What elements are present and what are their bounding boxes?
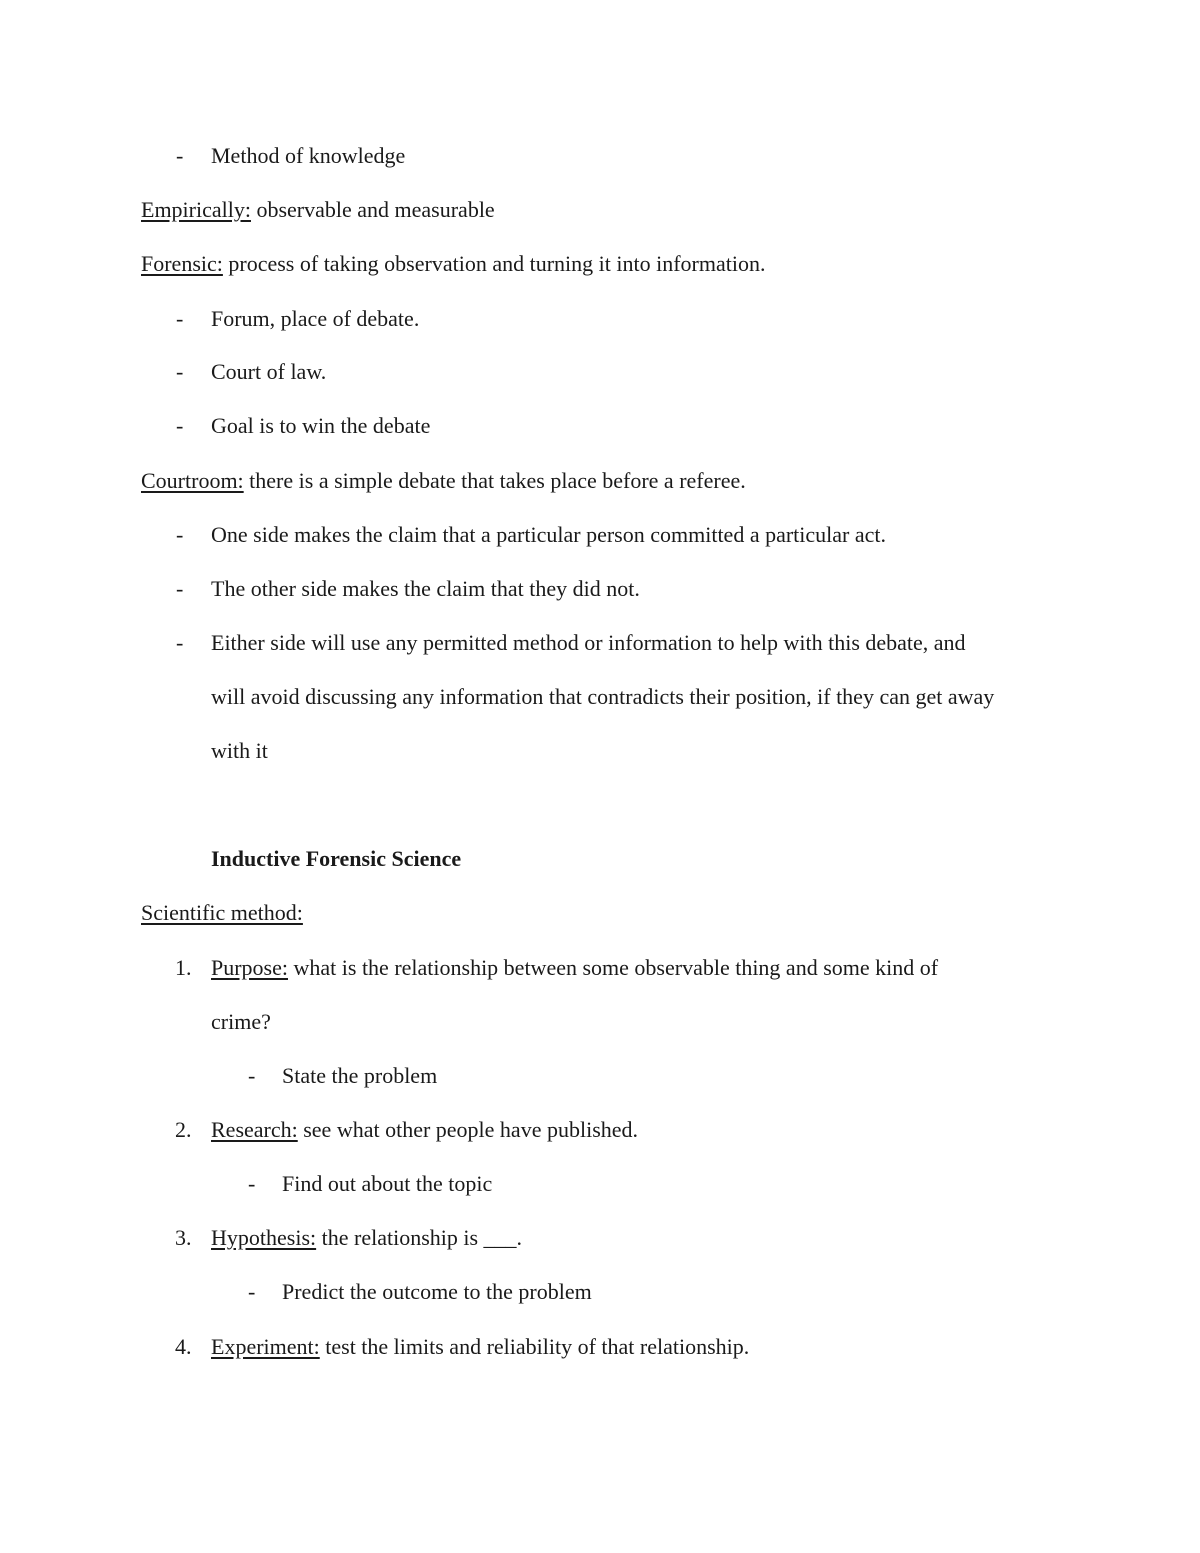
bullet-dash: - xyxy=(248,1279,256,1304)
bullet-item: The other side makes the claim that they did not. xyxy=(211,576,640,601)
definition-text: observable and measurable xyxy=(250,197,495,222)
step-purpose xyxy=(211,955,938,981)
bullet-item: Forum, place of debate. xyxy=(211,306,420,331)
step-sub-item: State the problem xyxy=(282,1063,438,1088)
step-text: what is the relationship between some observable thing and some kind of xyxy=(288,955,939,980)
step-text: test the limits and reliability of that relationship. xyxy=(319,1334,750,1359)
term-purpose: Purpose: xyxy=(211,955,288,980)
bullet-dash: - xyxy=(176,522,184,547)
bullet-item: One side makes the claim that a particular person committed a particular act. xyxy=(211,522,887,547)
bullet-dash: - xyxy=(176,576,184,601)
bullet-item-line: will avoid discussing any information that contradicts their position, if they can get away xyxy=(211,684,995,709)
bullet-dash: - xyxy=(176,306,184,331)
bullet-dash: - xyxy=(176,359,184,384)
step-continuation: crime? xyxy=(211,1009,271,1034)
definition-courtroom xyxy=(141,468,746,494)
bullet-dash: - xyxy=(176,413,184,438)
step-number: 2. xyxy=(175,1117,192,1142)
step-number: 3. xyxy=(175,1225,192,1250)
term-empirically: Empirically: xyxy=(141,197,251,222)
bullet-item-line: with it xyxy=(211,738,268,763)
step-hypothesis xyxy=(211,1225,522,1251)
step-research xyxy=(211,1117,638,1143)
step-experiment xyxy=(211,1334,749,1360)
bullet-item: Goal is to win the debate xyxy=(211,413,431,438)
term-research: Research: xyxy=(211,1117,298,1142)
term-hypothesis: Hypothesis: xyxy=(211,1225,317,1250)
step-sub-item: Find out about the topic xyxy=(282,1171,493,1196)
definition-forensic xyxy=(141,251,765,277)
bullet-dash: - xyxy=(176,143,184,168)
step-number: 4. xyxy=(175,1334,192,1359)
definition-text: there is a simple debate that takes place before a referee. xyxy=(243,468,746,493)
bullet-dash: - xyxy=(176,630,184,655)
step-text: see what other people have published. xyxy=(297,1117,639,1142)
bullet-item: Court of law. xyxy=(211,359,327,384)
step-text: the relationship is ___. xyxy=(316,1225,523,1250)
definition-empirically xyxy=(141,197,495,223)
section-heading: Inductive Forensic Science xyxy=(211,846,462,871)
term-courtroom: Courtroom: xyxy=(141,468,244,493)
term-scientific-method: Scientific method: xyxy=(141,900,303,925)
bullet-method-of-knowledge: Method of knowledge xyxy=(211,143,406,168)
step-sub-item: Predict the outcome to the problem xyxy=(282,1279,592,1304)
term-experiment: Experiment: xyxy=(211,1334,320,1359)
bullet-dash: - xyxy=(248,1171,256,1196)
term-forensic: Forensic: xyxy=(141,251,223,276)
definition-text: process of taking observation and turning it into information. xyxy=(222,251,766,276)
bullet-dash: - xyxy=(248,1063,256,1088)
bullet-item-line: Either side will use any permitted method or information to help with this debate, and xyxy=(211,630,966,655)
step-number: 1. xyxy=(175,955,192,980)
